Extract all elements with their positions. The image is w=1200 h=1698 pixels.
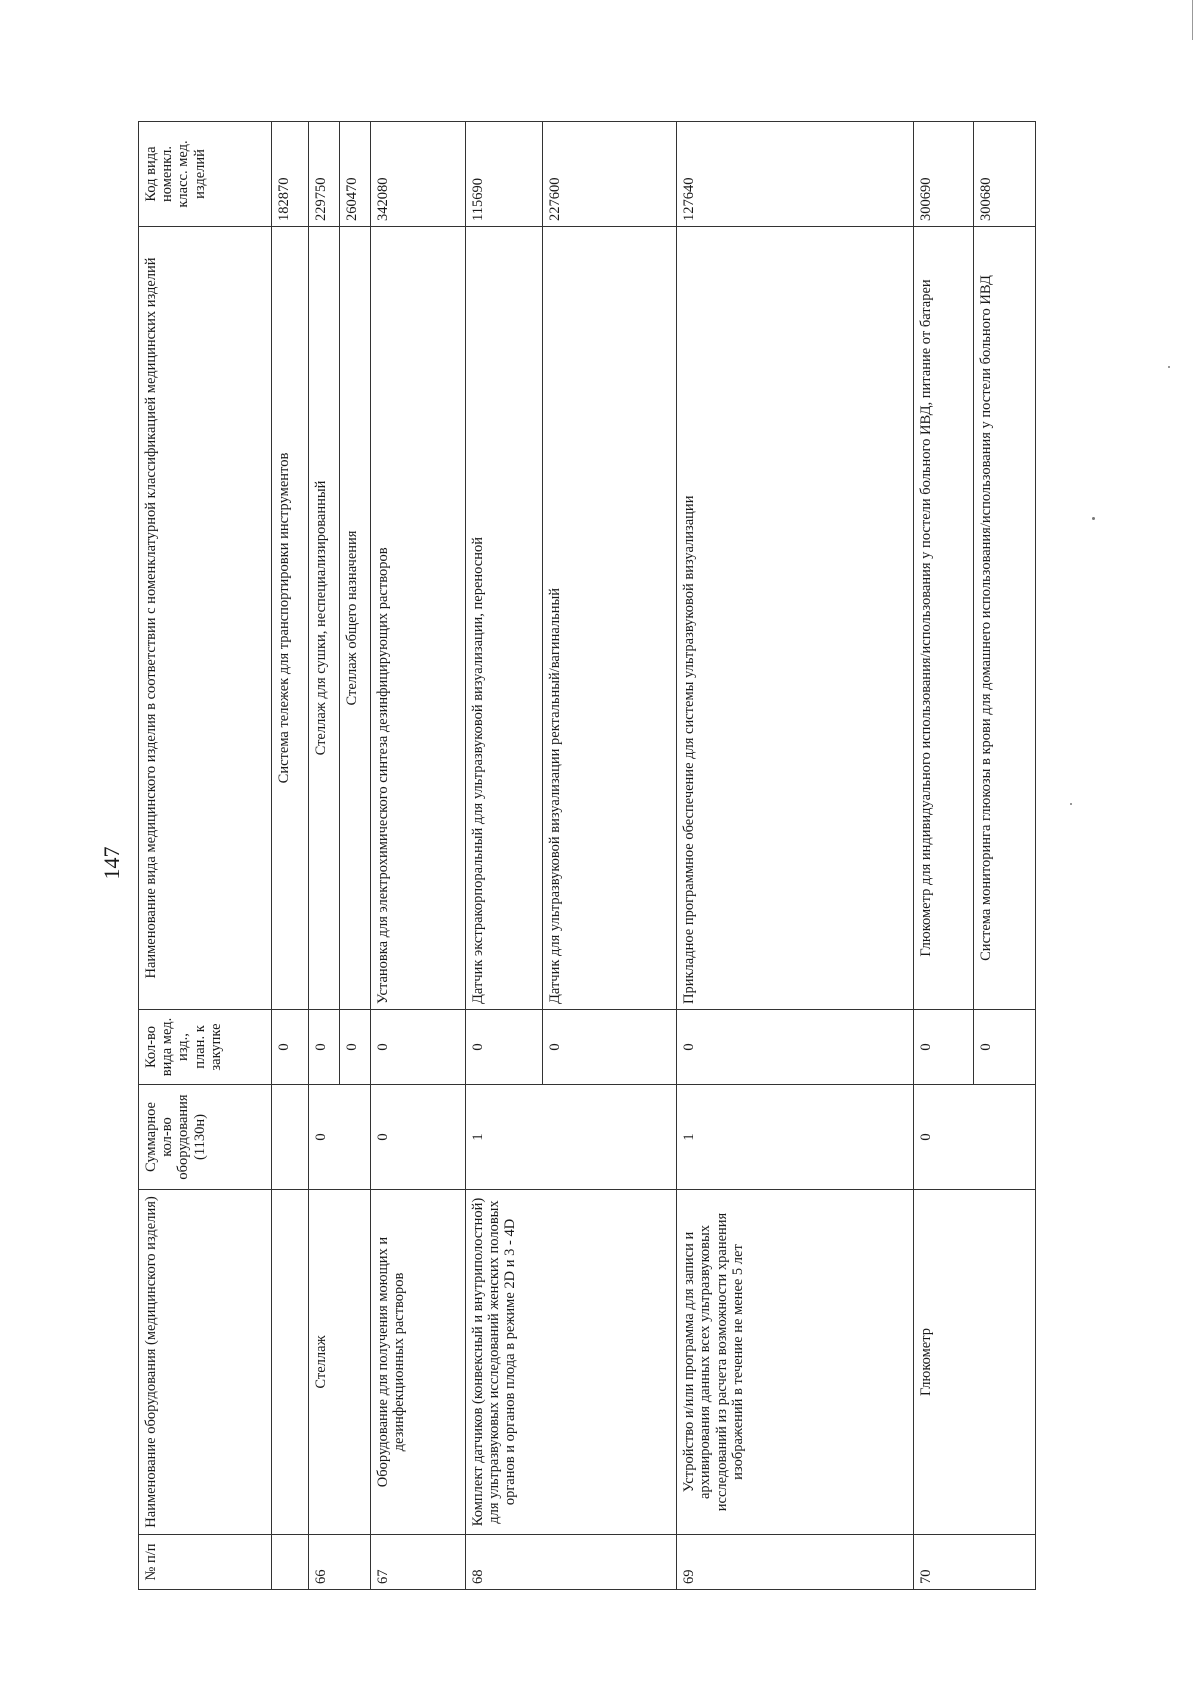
header-code: Код вида номенкл. класс. мед. изделий: [139, 122, 272, 227]
row-type-name-cell: Стеллаж общего назначения: [340, 227, 371, 1010]
row-qty-cell: 0: [914, 1010, 974, 1085]
row-type-name-cell: Прикладное программное обеспечение для системы ультразвуковой визуализации: [677, 227, 914, 1010]
table-row: [370, 122, 465, 1590]
row-num-cell: 67: [370, 1535, 465, 1590]
row-total-cell: 0: [309, 1085, 371, 1190]
row-num-cell: 68: [465, 1535, 676, 1590]
row-code-cell: 182870: [272, 122, 309, 227]
row-total-cell: 0: [370, 1085, 465, 1190]
row-type-name-cell: Система мониторинга глюкозы в крови для домашнего использования/использования у постели больного ИВД: [974, 227, 1036, 1010]
row-equipment-cell: Устройство и/или программа для записи и архивирования данных всех ультразвуковых исследований из расчета возможности хранения изображений в течение не менее 5 лет: [677, 1190, 914, 1535]
header-num: № п/п: [139, 1535, 272, 1590]
row-qty-cell: 0: [677, 1010, 914, 1085]
row-type-name-cell: Глюкометр для индивидуального использования/использования у постели больного ИВД, питание от батареи: [914, 227, 974, 1010]
row-code-cell: 260470: [340, 122, 371, 227]
equipment-table: [138, 121, 1036, 1590]
row-num-cell: [272, 1535, 309, 1590]
scan-speck: [1092, 517, 1095, 520]
header-qty: Кол-во вида мед. изд., план. к закупке: [139, 1010, 272, 1085]
row-code-cell: 227600: [543, 122, 677, 227]
row-type-name-cell: Датчик для ультразвуковой визуализации ректальный/вагинальный: [543, 227, 677, 1010]
scan-speck: [1168, 366, 1170, 368]
row-code-cell: 342080: [370, 122, 465, 227]
header-equipment: Наименование оборудования (медицинского изделия): [139, 1190, 272, 1535]
table-row: [309, 122, 340, 1590]
row-equipment-cell: Оборудование для получения моющих и дезинфекционных растворов: [370, 1190, 465, 1535]
header-total: Суммарное кол-во оборудования (1130н): [139, 1085, 272, 1190]
row-qty-cell: 0: [370, 1010, 465, 1085]
row-qty-cell: 0: [543, 1010, 677, 1085]
row-type-name-cell: Стеллаж для сушки, неспециализированный: [309, 227, 340, 1010]
row-qty-cell: 0: [974, 1010, 1036, 1085]
row-qty-cell: 0: [340, 1010, 371, 1085]
row-code-cell: 127640: [677, 122, 914, 227]
header-type-name: Наименование вида медицинского изделия в соответствии с номенклатурной классификацией медицинских изделий: [139, 227, 272, 1010]
row-type-name-cell: Установка для электрохимического синтеза дезинфицирующих растворов: [370, 227, 465, 1010]
row-qty-cell: 0: [309, 1010, 340, 1085]
row-num-cell: 66: [309, 1535, 371, 1590]
rotated-table-container: [138, 122, 1036, 1590]
row-num-cell: 69: [677, 1535, 914, 1590]
table-row: [272, 122, 309, 1590]
row-qty-cell: 0: [272, 1010, 309, 1085]
table-row: [465, 122, 542, 1590]
row-total-cell: 0: [914, 1085, 1036, 1190]
row-total-cell: [272, 1085, 309, 1190]
row-code-cell: 300680: [974, 122, 1036, 227]
row-code-cell: 115690: [465, 122, 542, 227]
scan-speck: [1070, 803, 1072, 805]
row-type-name-cell: Датчик экстракорпоральный для ультразвуковой визуализации, переносной: [465, 227, 542, 1010]
table-header-row: [139, 122, 272, 1590]
row-equipment-cell: Комплект датчиков (конвексный и внутриполостной) для ультразвуковых исследований женских половых органов и органов плода в режиме 2D и 3 - 4D: [465, 1190, 676, 1535]
row-total-cell: 1: [677, 1085, 914, 1190]
row-code-cell: 300690: [914, 122, 974, 227]
row-equipment-cell: Глюкометр: [914, 1190, 1036, 1535]
row-num-cell: 70: [914, 1535, 1036, 1590]
row-qty-cell: 0: [465, 1010, 542, 1085]
table-row: [914, 122, 974, 1590]
row-code-cell: 229750: [309, 122, 340, 227]
table-row: [677, 122, 914, 1590]
page-number: 147: [99, 846, 124, 880]
row-total-cell: 1: [465, 1085, 676, 1190]
row-equipment-cell: [272, 1190, 309, 1535]
scan-speck: [1192, 0, 1193, 40]
row-type-name-cell: Система тележек для транспортировки инструментов: [272, 227, 309, 1010]
row-equipment-cell: Стеллаж: [309, 1190, 371, 1535]
